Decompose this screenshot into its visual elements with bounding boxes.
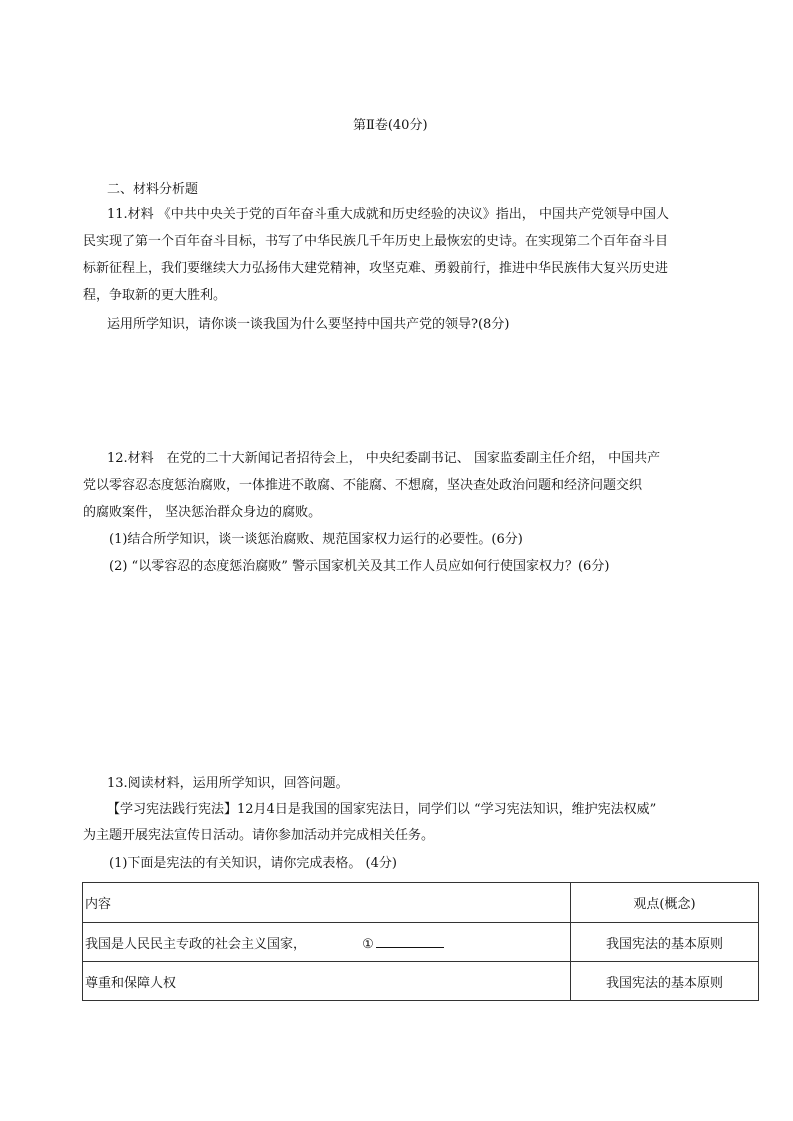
q12-subquestion-2: (2) “以零容忍的态度惩治腐败” 警示国家机关及其工作人员应如何行使国家权力？(6分) — [109, 559, 610, 574]
q12-subquestion-1: (1)结合所学知识，谈一谈惩治腐败、规范国家权力运行的必要性。(6分) — [109, 532, 523, 547]
q12-material-line: 12.材料 在党的二十大新闻记者招待会上， 中央纪委副书记、 国家监委副主任介绍， 中国共产 — [107, 451, 661, 466]
header-content: 内容 — [83, 883, 571, 923]
q13-intro: 13.阅读材料，运用所学知识，回答问题。 — [107, 776, 349, 791]
q13-material-line: 为主题开展宪法宣传日活动。请你参加活动并完成相关任务。 — [83, 828, 435, 843]
q13-subquestion-1: (1)下面是宪法的有关知识，请你完成表格。 (4分) — [109, 856, 397, 871]
answer-blank[interactable] — [376, 933, 444, 948]
q11-material-line: 程，争取新的更大胜利。 — [83, 288, 227, 303]
q11-material-line: 标新征程上，我们要继续大力弘扬伟大建党精神，攻坚克难、勇毅前行，推进中华民族伟大复兴历史进 — [83, 261, 669, 276]
q11-material-line: 民实现了第一个百年奋斗目标，书写了中华民族几千年历史上最恢宏的史诗。在实现第二个百年奋斗目 — [83, 234, 669, 249]
blank-marker: ① — [362, 936, 374, 952]
table-cell-view: 我国宪法的基本原则 — [571, 962, 759, 1001]
table-header-row — [83, 883, 759, 923]
part-heading: 二、材料分析题 — [107, 182, 199, 197]
q11-material-line: 11.材料 《中共中央关于党的百年奋斗重大成就和历史经验的决议》指出， 中国共产党领导中国人 — [107, 207, 669, 222]
row-content-text: 我国是人民民主专政的社会主义国家， — [85, 936, 307, 952]
table-cell-content — [83, 923, 571, 962]
q12-material-line: 党以零容忍态度惩治腐败，一体推进不敢腐、不能腐、不想腐，坚决查处政治问题和经济问题交织 — [83, 478, 643, 493]
table-row — [83, 923, 759, 962]
q11-prompt: 运用所学知识，请你谈一谈我国为什么要坚持中国共产党的领导?(8分) — [107, 317, 510, 332]
table-cell-view: 我国宪法的基本原则 — [571, 923, 759, 962]
constitution-knowledge-table — [82, 882, 759, 1001]
q13-material-line: 【学习宪法践行宪法】12月4日是我国的国家宪法日，同学们以 “学习宪法知识，维护宪法权威” — [107, 802, 657, 817]
table-row — [83, 962, 759, 1001]
header-view: 观点(概念) — [571, 883, 759, 923]
table-cell-content: 尊重和保障人权 — [83, 962, 571, 1001]
q12-material-line: 的腐败案件， 坚决惩治群众身边的腐败。 — [83, 505, 322, 520]
section-title: 第Ⅱ卷(40分) — [353, 118, 428, 133]
